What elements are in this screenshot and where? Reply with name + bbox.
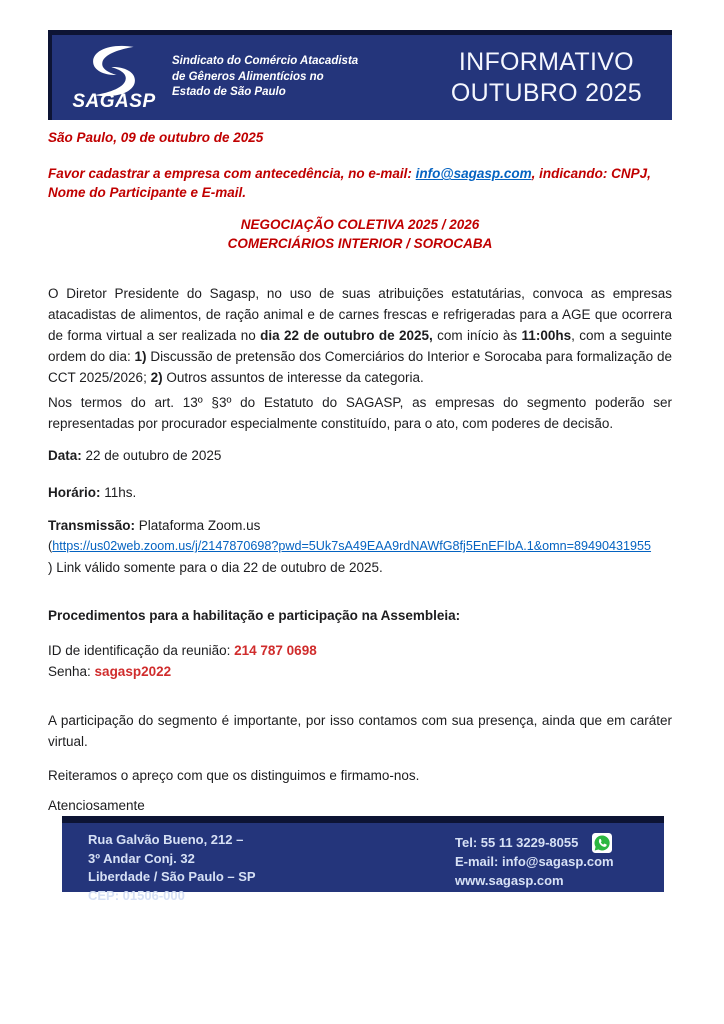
meeting-time-value: 11hs. [100,485,137,500]
subject-line1: NEGOCIAÇÃO COLETIVA 2025 / 2026 [240,217,480,232]
password-line [48,661,672,682]
footer-contacts [455,833,614,890]
paren-open: ( [48,539,53,553]
email-link[interactable]: info@sagasp.com [415,166,532,181]
subject-line2: COMERCIÁRIOS INTERIOR / SOROCABA [227,236,493,251]
footer-tel-line [455,833,614,853]
procedures-heading: Procedimentos para a habilitação e participação na Assembleia: [48,608,461,623]
p1-text: , com a seguinte ordem do dia: [48,328,672,364]
meeting-date-line [48,445,672,466]
registration-notice [48,164,672,202]
meeting-date-label: Data: [48,448,82,463]
org-name-line: Sindicato do Comércio Atacadista [172,55,359,68]
address-line: 3º Andar Conj. 32 [88,850,195,866]
newsletter-title-line2: OUTUBRO 2025 [450,78,642,107]
logo-wordmark: SAGASP [72,90,156,112]
transmission-block [48,515,672,578]
meeting-time-line [48,482,672,503]
meeting-date-value: 22 de outubro de 2025 [81,448,222,463]
password-label: Senha: [48,664,95,679]
credentials-block [48,640,672,682]
address-line: CEP: 01506-000 [88,887,185,903]
regards-paragraph: Reiteramos o apreço com que os distinguimos e firmamo-nos. [48,768,420,783]
footer-tel: Tel: 55 11 3229-8055 [455,834,579,850]
address-line: Liberdade / São Paulo – SP [88,869,256,884]
footer-email: E-mail: info@sagasp.com [455,854,614,869]
org-name-line: Estado de São Paulo [172,86,286,99]
p1-time-bold: 11:00hs [521,328,572,343]
newsletter-title-line1: INFORMATIVO [458,47,634,76]
meeting-time-label: Horário: [48,485,101,500]
footer-contact-bar [62,816,664,903]
footer-website: www.sagasp.com [455,872,564,888]
zoom-link-line [48,536,672,557]
p1-text: Discussão de pretensão dos Comerciários do Interior e Sorocaba para formalização de CCT 2025/2026; [48,349,672,385]
p1-text: O Diretor Presidente do Sagasp, no uso de suas atribuições estatutárias, convoca as empresas atacadistas de alimentos, de ração animal e de carnes frescas e refrigeradas para a AGE que ocorrera de forma virtual a ser realizada no [48,286,672,343]
dateline: São Paulo, 09 de outubro de 2025 [48,130,264,145]
password-value: sagasp2022 [94,664,172,679]
org-name-line: de Gêneros Alimentícios no [172,70,324,83]
p1-text: Outros assuntos de interesse da categoria. [162,370,424,385]
transmission-value: Plataforma Zoom.us [135,518,261,533]
newsletter-title [451,47,642,109]
p1-item1-bold: 1) [134,349,147,364]
org-name [172,54,358,101]
letterhead-left [52,43,358,113]
p1-date-bold: dia 22 de outubro de 2025, [260,328,433,343]
meeting-id-label: ID de identificação da reunião: [48,643,235,658]
p1-item2-bold: 2) [150,370,163,385]
letterhead [48,30,672,120]
transmission-line [48,515,672,536]
meeting-id-value: 214 787 0698 [234,643,317,658]
closing-salutation: Atenciosamente [48,798,145,813]
subject-heading [48,215,672,253]
convocation-paragraph [48,283,672,388]
participation-paragraph: A participação do segmento é importante, por isso contamos com sua presença, ainda que em caráter virtual. [48,713,672,749]
transmission-label: Transmissão: [48,518,136,533]
meeting-id-line [48,640,672,661]
address-line: Rua Galvão Bueno, 212 – [88,832,244,847]
whatsapp-icon [592,833,612,853]
footer-address [88,831,256,905]
statute-paragraph: Nos termos do art. 13º §3º do Estatuto do SAGASP, as empresas do segmento poderão ser representadas por procurador especialmente constituído, para o ato, com poderes de decisão. [48,395,672,431]
notice-text-post: , indicando: CNPJ, Nome do Participante e E-mail. [48,166,651,200]
notice-text-pre: Favor cadastrar a empresa com antecedência, no e-mail: [48,166,416,181]
zoom-meeting-link[interactable]: https://us02web.zoom.us/j/2147870698?pwd=5Uk7sA49EAA9rdNAWfG8fj5EnEFIbA.1&omn=89490431955 [52,539,652,553]
p1-text: com início às [432,328,522,343]
letter-body [48,130,672,814]
sagasp-logo [68,43,160,113]
link-validity-line: ) Link válido somente para o dia 22 de outubro de 2025. [48,560,383,575]
